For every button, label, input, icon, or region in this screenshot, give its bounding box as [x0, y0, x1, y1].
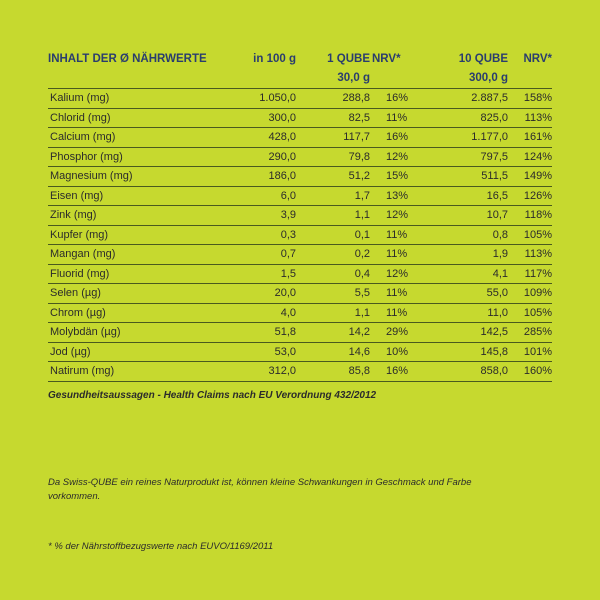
- nutrient-name: Zink (mg): [48, 206, 226, 226]
- nrv-10-qube: 126%: [508, 186, 552, 206]
- value-10-qube: 4,1: [422, 264, 508, 284]
- value-per-100g: 53,0: [226, 342, 296, 362]
- nrv-1-qube: 13%: [370, 186, 422, 206]
- nutrient-name: Selen (µg): [48, 284, 226, 304]
- nutrition-panel: [48, 50, 552, 382]
- natural-product-note: Da Swiss-QUBE ein reines Naturprodukt ist, können kleine Schwankungen in Geschmack und Farbe vorkommen.: [48, 477, 472, 502]
- value-10-qube: 2.887,5: [422, 89, 508, 109]
- header-10-qube-label: 10 QUBE: [458, 53, 508, 65]
- nutrient-name: Kupfer (mg): [48, 225, 226, 245]
- nutrient-name: Natirum (mg): [48, 362, 226, 382]
- header-nrv-1: NRV*: [372, 53, 401, 65]
- value-1-qube: 117,7: [296, 128, 370, 148]
- nrv-1-qube: 11%: [370, 225, 422, 245]
- value-1-qube: 82,5: [296, 108, 370, 128]
- table-row: [48, 303, 552, 323]
- nrv-1-qube: 29%: [370, 323, 422, 343]
- table-row: [48, 167, 552, 187]
- value-1-qube: 0,4: [296, 264, 370, 284]
- value-per-100g: 4,0: [226, 303, 296, 323]
- nrv-1-qube: 16%: [370, 128, 422, 148]
- value-1-qube: 1,1: [296, 206, 370, 226]
- nrv-10-qube: 109%: [508, 284, 552, 304]
- nrv-10-qube: 105%: [508, 225, 552, 245]
- value-10-qube: 1,9: [422, 245, 508, 265]
- nrv-10-qube: 158%: [508, 89, 552, 109]
- nrv-1-qube: 12%: [370, 147, 422, 167]
- value-10-qube: 16,5: [422, 186, 508, 206]
- nrv-10-qube: 105%: [508, 303, 552, 323]
- value-10-qube: 858,0: [422, 362, 508, 382]
- value-1-qube: 79,8: [296, 147, 370, 167]
- value-10-qube: 10,7: [422, 206, 508, 226]
- table-row: [48, 147, 552, 167]
- nrv-1-qube: 10%: [370, 342, 422, 362]
- table-row: [48, 108, 552, 128]
- table-row: [48, 206, 552, 226]
- value-10-qube: 511,5: [422, 167, 508, 187]
- value-per-100g: 1.050,0: [226, 89, 296, 109]
- nrv-1-qube: 16%: [370, 362, 422, 382]
- nrv-10-qube: 101%: [508, 342, 552, 362]
- nrv-1-qube: 11%: [370, 245, 422, 265]
- value-1-qube: 1,1: [296, 303, 370, 323]
- value-per-100g: 20,0: [226, 284, 296, 304]
- value-1-qube: 51,2: [296, 167, 370, 187]
- nutrient-name: Chrom (µg): [48, 303, 226, 323]
- value-per-100g: 290,0: [226, 147, 296, 167]
- nrv-1-qube: 11%: [370, 303, 422, 323]
- value-1-qube: 85,8: [296, 362, 370, 382]
- header-1-qube-weight: 30,0 g: [337, 72, 370, 84]
- nrv-10-qube: 118%: [508, 206, 552, 226]
- nrv-1-qube: 12%: [370, 264, 422, 284]
- value-10-qube: 55,0: [422, 284, 508, 304]
- nutrient-name: Jod (µg): [48, 342, 226, 362]
- nrv-1-qube: 15%: [370, 167, 422, 187]
- value-1-qube: 0,1: [296, 225, 370, 245]
- header-nrv-10: NRV*: [523, 53, 552, 65]
- value-10-qube: 0,8: [422, 225, 508, 245]
- nutrient-name: Calcium (mg): [48, 128, 226, 148]
- value-1-qube: 14,2: [296, 323, 370, 343]
- value-per-100g: 300,0: [226, 108, 296, 128]
- table-row: [48, 225, 552, 245]
- nrv-10-qube: 161%: [508, 128, 552, 148]
- value-10-qube: 145,8: [422, 342, 508, 362]
- table-header-row: [48, 50, 552, 89]
- health-claims-note: Gesundheitsaussagen - Health Claims nach EU Verordnung 432/2012: [48, 390, 377, 401]
- nrv-10-qube: 117%: [508, 264, 552, 284]
- nrv-1-qube: 11%: [370, 108, 422, 128]
- value-per-100g: 186,0: [226, 167, 296, 187]
- value-1-qube: 1,7: [296, 186, 370, 206]
- value-per-100g: 3,9: [226, 206, 296, 226]
- nrv-10-qube: 124%: [508, 147, 552, 167]
- nrv-10-qube: 113%: [508, 108, 552, 128]
- header-per-100g: in 100 g: [253, 53, 296, 65]
- nutrient-name: Molybdän (µg): [48, 323, 226, 343]
- nrv-1-qube: 11%: [370, 284, 422, 304]
- nutrient-name: Mangan (mg): [48, 245, 226, 265]
- header-1-qube-label: 1 QUBE: [327, 53, 370, 65]
- value-10-qube: 1.177,0: [422, 128, 508, 148]
- header-10-qube-weight: 300,0 g: [469, 72, 508, 84]
- header-10-qube: [422, 50, 508, 89]
- value-per-100g: 0,7: [226, 245, 296, 265]
- value-per-100g: 51,8: [226, 323, 296, 343]
- value-10-qube: 797,5: [422, 147, 508, 167]
- table-row: [48, 284, 552, 304]
- nrv-1-qube: 12%: [370, 206, 422, 226]
- table-row: [48, 362, 552, 382]
- header-1-qube: [296, 50, 370, 89]
- nutrient-name: Chlorid (mg): [48, 108, 226, 128]
- nutrient-name: Phosphor (mg): [48, 147, 226, 167]
- value-1-qube: 5,5: [296, 284, 370, 304]
- header-nutrients: INHALT DER Ø NÄHRWERTE: [48, 53, 207, 65]
- nrv-10-qube: 113%: [508, 245, 552, 265]
- table-row: [48, 342, 552, 362]
- table-row: [48, 264, 552, 284]
- value-1-qube: 288,8: [296, 89, 370, 109]
- value-10-qube: 825,0: [422, 108, 508, 128]
- table-row: [48, 323, 552, 343]
- nrv-10-qube: 149%: [508, 167, 552, 187]
- nrv-footnote: * % der Nährstoffbezugswerte nach EUVO/1169/2011: [48, 541, 274, 552]
- value-per-100g: 1,5: [226, 264, 296, 284]
- value-per-100g: 312,0: [226, 362, 296, 382]
- table-row: [48, 89, 552, 109]
- table-row: [48, 186, 552, 206]
- nutrient-name: Magnesium (mg): [48, 167, 226, 187]
- nrv-1-qube: 16%: [370, 89, 422, 109]
- table-row: [48, 245, 552, 265]
- nutrient-name: Kalium (mg): [48, 89, 226, 109]
- value-per-100g: 6,0: [226, 186, 296, 206]
- table-row: [48, 128, 552, 148]
- value-1-qube: 0,2: [296, 245, 370, 265]
- nutrition-table: [48, 50, 552, 382]
- value-per-100g: 0,3: [226, 225, 296, 245]
- nrv-10-qube: 160%: [508, 362, 552, 382]
- value-per-100g: 428,0: [226, 128, 296, 148]
- nrv-10-qube: 285%: [508, 323, 552, 343]
- nutrient-name: Fluorid (mg): [48, 264, 226, 284]
- value-10-qube: 142,5: [422, 323, 508, 343]
- value-1-qube: 14,6: [296, 342, 370, 362]
- nutrient-name: Eisen (mg): [48, 186, 226, 206]
- value-10-qube: 11,0: [422, 303, 508, 323]
